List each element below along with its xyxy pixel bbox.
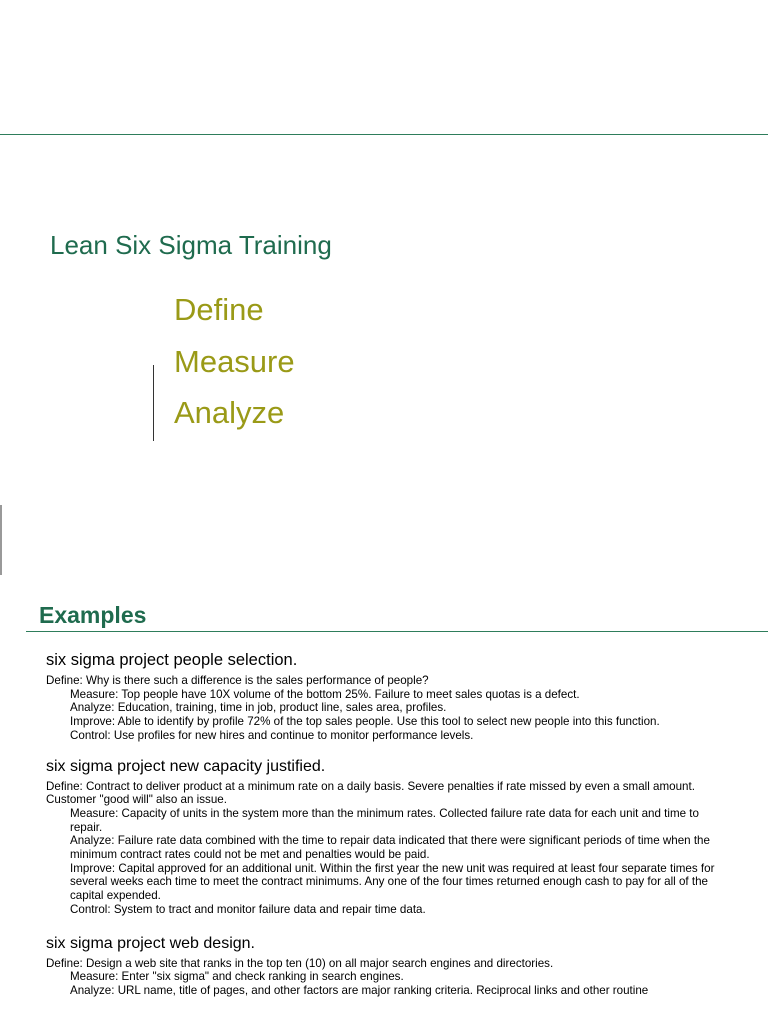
project-line-define: Define: Contract to deliver product at a minimum rate on a daily basis. Severe penalties if rate missed by even a small amount. Customer "good will" also an issue. bbox=[46, 779, 695, 807]
project-title: six sigma project web design. bbox=[46, 934, 255, 952]
project-line-define: Define: Design a web site that ranks in the top ten (10) on all major search engines and directories. bbox=[46, 956, 554, 970]
top-divider bbox=[0, 134, 768, 135]
project-list bbox=[46, 651, 746, 998]
stage-analyze: Analyze bbox=[174, 395, 285, 430]
project-line-control: Control: Use profiles for new hires and continue to monitor performance levels. bbox=[70, 728, 474, 742]
project-line-analyze: Analyze: Education, training, time in job, product line, sales area, profiles. bbox=[70, 701, 447, 715]
stage-measure: Measure bbox=[174, 343, 295, 379]
stage-indicator-bar bbox=[153, 365, 154, 441]
project-line-measure: Measure: Enter "six sigma" and check ranking in search engines. bbox=[70, 970, 404, 984]
project-line-measure: Measure: Capacity of units in the system more than the minimum rates. Collected failure rate data for each unit and time to repair. bbox=[70, 806, 699, 834]
project-line-analyze: Analyze: Failure rate data combined with the time to repair data indicated that there were significant periods of time when the minimum contract rates could not be met and penalties would be paid. bbox=[70, 834, 710, 862]
examples-divider bbox=[26, 631, 768, 632]
project-body bbox=[46, 674, 746, 743]
project-line-improve: Improve: Able to identify by profile 72% of the top sales people. Use this tool to select new people into this function. bbox=[70, 715, 660, 729]
project-title: six sigma project new capacity justified. bbox=[46, 757, 326, 775]
left-edge-mark bbox=[0, 505, 2, 575]
stage-define: Define bbox=[174, 292, 264, 327]
training-title: Lean Six Sigma Training bbox=[50, 230, 332, 260]
examples-heading: Examples bbox=[39, 602, 147, 628]
project-title bbox=[46, 651, 746, 670]
project-line-control: Control: System to tract and monitor failure data and repair time data. bbox=[70, 902, 426, 916]
project-line-improve: Improve: Capital approved for an additional unit. Within the first year the new unit was required at least four separate times for several weeks each time to meet the contract minimums. Any one of the four times returned enough cash to pay for all of the capital expended. bbox=[70, 861, 715, 903]
project-title-suffix: . bbox=[292, 651, 298, 669]
project-line-measure: Measure: Top people have 10X volume of the bottom 25%. Failure to meet sales quotas is a defect. bbox=[70, 687, 580, 701]
project-body bbox=[46, 780, 746, 917]
stage-list bbox=[174, 284, 295, 439]
project-title-text: six sigma project people selection bbox=[46, 651, 293, 669]
project-line-define: Define: Why is there such a difference is the sales performance of people? bbox=[46, 674, 429, 687]
project-line-analyze: Analyze: URL name, title of pages, and other factors are major ranking criteria. Reciprocal links and other routine bbox=[70, 983, 649, 997]
project-body bbox=[46, 957, 746, 998]
